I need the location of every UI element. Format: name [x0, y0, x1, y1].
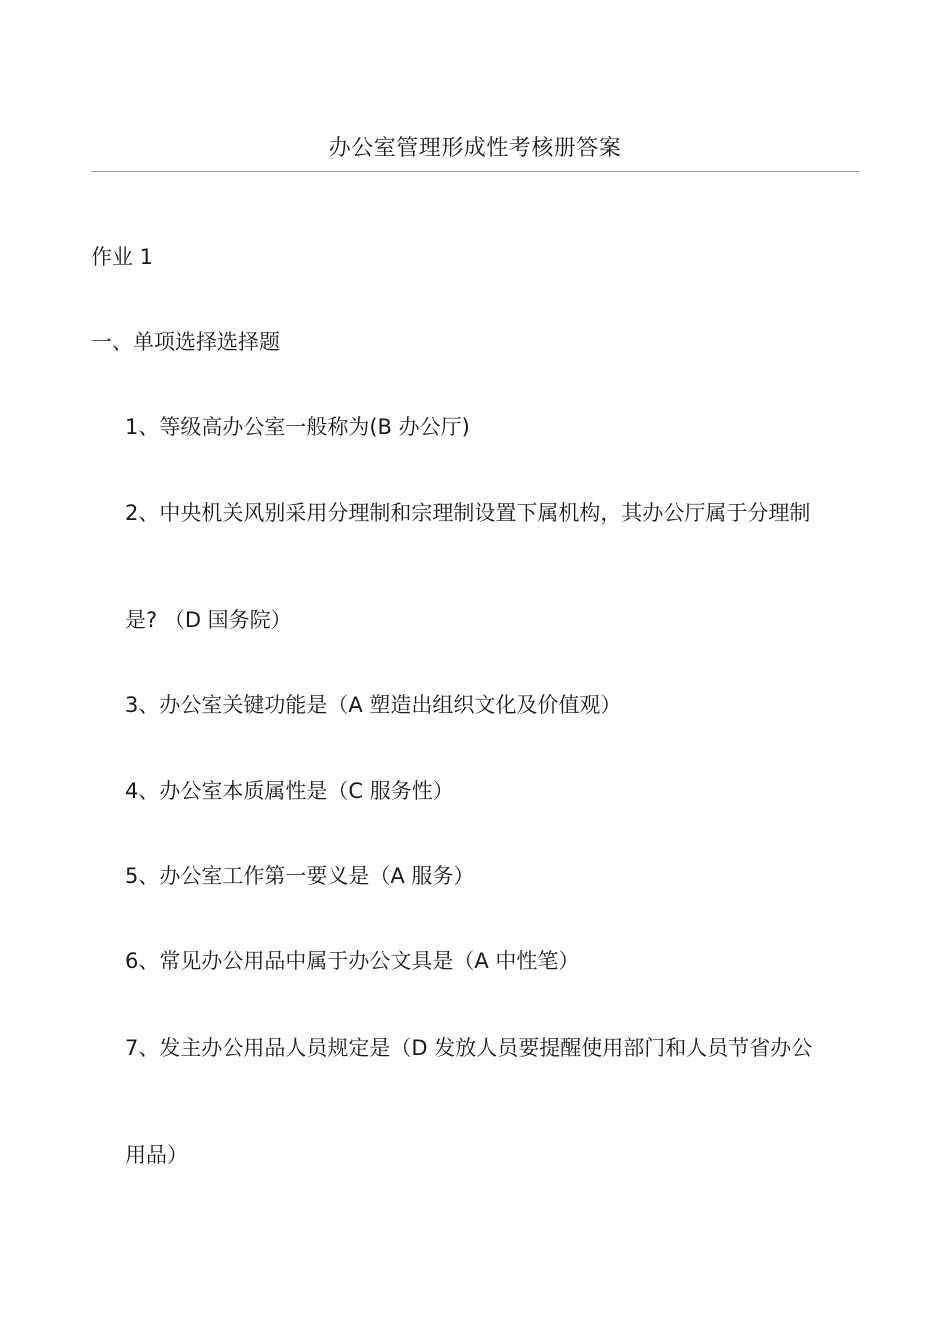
question-line-continuation: 用品）: [125, 1143, 188, 1167]
question-line: 7、发主办公用品人员规定是（D 发放人员要提醒使用部门和人员节省办公: [125, 1036, 813, 1060]
question-line: 2、中央机关风别采用分理制和宗理制设置下属机构，其办公厅属于分理制: [125, 501, 811, 525]
question-line: 4、办公室本质属性是（C 服务性）: [125, 779, 454, 803]
question-line: 6、常见办公用品中属于办公文具是（A 中性笔）: [125, 949, 580, 973]
title-divider: [91, 171, 859, 172]
section-heading: 一、单项选择选择题: [91, 330, 280, 354]
question-line: 3、办公室关键功能是（A 塑造出组织文化及价值观）: [125, 693, 622, 717]
question-line-continuation: 是? （D 国务院）: [125, 608, 292, 632]
assignment-heading: 作业 1: [91, 245, 154, 269]
document-title: 办公室管理形成性考核册答案: [328, 136, 622, 161]
question-line: 1、等级高办公室一般称为(B 办公厅): [125, 415, 470, 439]
question-line: 5、办公室工作第一要义是（A 服务）: [125, 864, 475, 888]
